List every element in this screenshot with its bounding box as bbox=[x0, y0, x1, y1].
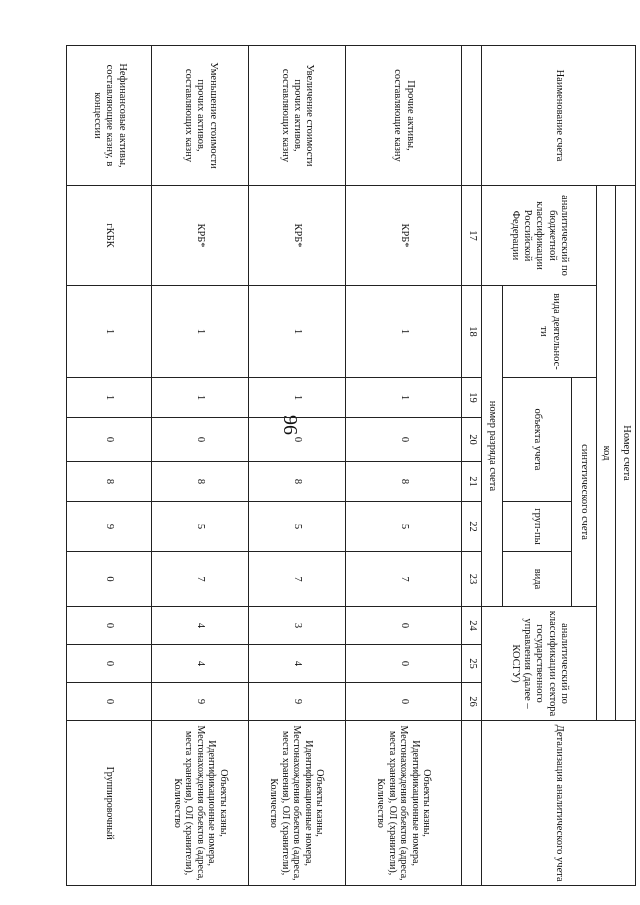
row-budget-code: КРБ* bbox=[248, 186, 345, 286]
row-account-name: Прочие активы, составляющие казну bbox=[345, 46, 462, 186]
row-activity-code: 1 bbox=[345, 286, 462, 378]
header-synthetic: синтетического счета bbox=[572, 378, 597, 607]
row-digit-19: 1 bbox=[248, 378, 345, 418]
row-account-name: Уменьшение стоимости прочих активов, составляющих казну bbox=[152, 46, 249, 186]
table-row bbox=[67, 46, 152, 886]
header-account-name: Наименование счета bbox=[482, 46, 636, 186]
row-digit-26: 0 bbox=[345, 683, 462, 721]
row-digit-20: 0 bbox=[248, 418, 345, 462]
header-group: груп-пы bbox=[502, 502, 572, 552]
column-number-blank bbox=[462, 46, 482, 186]
accounts-table bbox=[66, 45, 636, 886]
row-digit-22: 5 bbox=[248, 502, 345, 552]
row-digit-24: 0 bbox=[67, 607, 152, 645]
row-digit-25: 4 bbox=[248, 645, 345, 683]
row-digit-22: 5 bbox=[345, 502, 462, 552]
row-digit-24: 0 bbox=[345, 607, 462, 645]
table-row bbox=[248, 46, 345, 886]
row-budget-code: КРБ* bbox=[345, 186, 462, 286]
row-digit-24: 3 bbox=[248, 607, 345, 645]
table-frame bbox=[66, 45, 636, 885]
row-account-name: Увеличение стоимости прочих активов, составляющих казну bbox=[248, 46, 345, 186]
row-digit-20: 0 bbox=[67, 418, 152, 462]
row-detail: Объекты казны, Идентификационные номера, Местонахождения объектов (адреса, места хранения), ОЛ (хранители), Количество bbox=[345, 721, 462, 886]
row-digit-26: 9 bbox=[152, 683, 249, 721]
column-number: 20 bbox=[462, 418, 482, 462]
row-digit-23: 7 bbox=[248, 552, 345, 607]
row-digit-25: 0 bbox=[345, 645, 462, 683]
column-number: 21 bbox=[462, 462, 482, 502]
header-code: код bbox=[597, 186, 617, 721]
column-number: 17 bbox=[462, 186, 482, 286]
row-digit-19: 1 bbox=[67, 378, 152, 418]
row-digit-21: 8 bbox=[248, 462, 345, 502]
header-object: объекта учета bbox=[502, 378, 572, 502]
column-number: 23 bbox=[462, 552, 482, 607]
header-digit-number: номер разряда счета bbox=[482, 286, 502, 607]
column-number: 24 bbox=[462, 607, 482, 645]
row-digit-23: 7 bbox=[345, 552, 462, 607]
row-digit-26: 9 bbox=[248, 683, 345, 721]
row-digit-26: 0 bbox=[67, 683, 152, 721]
row-digit-25: 0 bbox=[67, 645, 152, 683]
row-account-name: Нефинансовые активы, составляющие казну, в концессии bbox=[67, 46, 152, 186]
table-row bbox=[152, 46, 249, 886]
row-digit-22: 9 bbox=[67, 502, 152, 552]
header-activity-type: вида деятельнос-ти bbox=[502, 286, 596, 378]
row-digit-23: 7 bbox=[152, 552, 249, 607]
row-detail: Группировочный bbox=[67, 721, 152, 886]
table-row bbox=[345, 46, 462, 886]
row-activity-code: 1 bbox=[67, 286, 152, 378]
header-kind: вида bbox=[502, 552, 572, 607]
row-detail: Объекты казны, Идентификационные номера, Местонахождения объектов (адреса, места хранения), ОЛ (хранители), Количество bbox=[248, 721, 345, 886]
row-digit-25: 4 bbox=[152, 645, 249, 683]
row-digit-22: 5 bbox=[152, 502, 249, 552]
header-account-number: Номер счета bbox=[616, 186, 636, 721]
column-number: 26 bbox=[462, 683, 482, 721]
row-activity-code: 1 bbox=[152, 286, 249, 378]
row-budget-code: гКБК bbox=[67, 186, 152, 286]
row-digit-20: 0 bbox=[152, 418, 249, 462]
row-digit-19: 1 bbox=[345, 378, 462, 418]
row-digit-21: 8 bbox=[152, 462, 249, 502]
row-digit-21: 8 bbox=[67, 462, 152, 502]
row-digit-19: 1 bbox=[152, 378, 249, 418]
row-budget-code: КРБ* bbox=[152, 186, 249, 286]
column-number: 18 bbox=[462, 286, 482, 378]
row-activity-code: 1 bbox=[248, 286, 345, 378]
header-detail: Детализация аналитического учета bbox=[482, 721, 636, 886]
column-number: 19 bbox=[462, 378, 482, 418]
row-digit-21: 8 bbox=[345, 462, 462, 502]
column-number-blank bbox=[462, 721, 482, 886]
page-number: 96 bbox=[279, 415, 301, 435]
row-digit-23: 0 bbox=[67, 552, 152, 607]
column-number: 22 bbox=[462, 502, 482, 552]
column-number: 25 bbox=[462, 645, 482, 683]
row-detail: Объекты казны, Идентификационные номера, Местонахождения объектов (адреса, места хранения), ОЛ (хранители), Количество bbox=[152, 721, 249, 886]
header-analytic-budget: аналитический по бюджетной классификации Российской Федерации bbox=[482, 186, 597, 286]
row-digit-20: 0 bbox=[345, 418, 462, 462]
header-kosgu: аналитический по классификации сектора государственного управления (далее – КОСГУ) bbox=[482, 607, 597, 721]
row-digit-24: 4 bbox=[152, 607, 249, 645]
